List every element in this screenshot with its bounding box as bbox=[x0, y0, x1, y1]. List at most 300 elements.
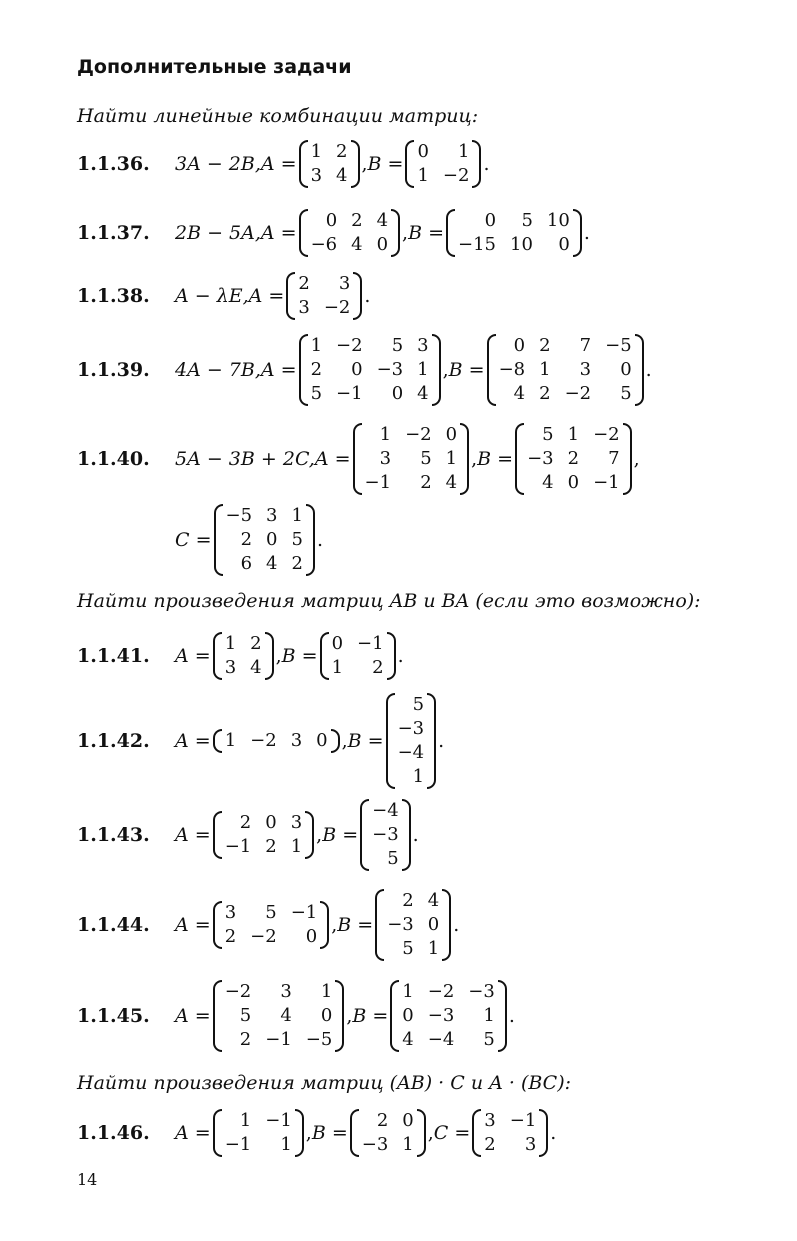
matrix-cell: 2 bbox=[539, 335, 551, 356]
matrix-cell: −3 bbox=[397, 718, 425, 739]
matrix-cell: −2 bbox=[564, 383, 592, 404]
problem-number: 1.1.37. bbox=[77, 222, 150, 244]
problem-number: 1.1.44. bbox=[77, 914, 150, 936]
matrix-cell: 0 bbox=[351, 359, 363, 380]
matrix bbox=[320, 632, 396, 680]
matrix-grid bbox=[384, 889, 442, 961]
left-parenthesis bbox=[375, 889, 384, 961]
matrix bbox=[375, 889, 451, 961]
matrix-cell: 2 bbox=[250, 633, 262, 654]
left-parenthesis bbox=[472, 1109, 481, 1157]
right-parenthesis bbox=[573, 209, 582, 257]
matrix-cell: 3 bbox=[266, 505, 278, 526]
matrix-label: A = bbox=[314, 448, 351, 470]
punctuation: , bbox=[361, 153, 368, 175]
matrix bbox=[350, 1109, 426, 1157]
problem-number: 1.1.39. bbox=[77, 359, 150, 381]
problem-row bbox=[77, 799, 419, 871]
matrix-cell: 3 bbox=[579, 359, 592, 380]
matrix-cell: 0 bbox=[325, 210, 338, 231]
right-parenthesis bbox=[391, 209, 400, 257]
matrix-cell: 2 bbox=[336, 141, 348, 162]
left-parenthesis bbox=[360, 799, 369, 871]
punctuation: . bbox=[412, 824, 419, 846]
matrix-cell: −15 bbox=[458, 234, 497, 255]
matrix-cell: −1 bbox=[509, 1110, 537, 1131]
right-parenthesis bbox=[442, 889, 451, 961]
matrix-grid bbox=[222, 901, 321, 949]
punctuation: , bbox=[305, 1122, 312, 1144]
matrix-cell: 0 bbox=[402, 1110, 414, 1131]
right-parenthesis bbox=[402, 799, 411, 871]
matrix bbox=[214, 504, 315, 576]
matrix-cell: 4 bbox=[280, 1005, 292, 1026]
problem-number: 1.1.38. bbox=[77, 285, 150, 307]
matrix-label: B = bbox=[347, 730, 384, 752]
right-parenthesis bbox=[265, 632, 274, 680]
matrix-cell: 1 bbox=[291, 505, 303, 526]
left-parenthesis bbox=[213, 811, 222, 859]
matrix-grid bbox=[329, 632, 387, 680]
problem-row bbox=[77, 889, 459, 961]
problem-expression: 5A − 3B + 2C, bbox=[175, 448, 315, 470]
matrix-cell: 7 bbox=[579, 335, 592, 356]
punctuation: . bbox=[583, 222, 590, 244]
left-parenthesis bbox=[390, 980, 399, 1052]
matrix-cell: 3 bbox=[524, 1134, 537, 1155]
matrix-cell: 1 bbox=[310, 141, 323, 162]
matrix-cell: 5 bbox=[542, 424, 554, 445]
matrix-cell: −2 bbox=[593, 424, 620, 445]
matrix-cell: 2 bbox=[351, 210, 363, 231]
problem-number: 1.1.45. bbox=[77, 1005, 150, 1027]
matrix-cell: 2 bbox=[265, 836, 277, 857]
matrix-cell: 1 bbox=[379, 424, 392, 445]
matrix-cell: 0 bbox=[620, 359, 632, 380]
matrix-cell: −4 bbox=[372, 800, 399, 821]
matrix-cell: 1 bbox=[402, 1134, 414, 1155]
matrix-cell: 1 bbox=[417, 359, 429, 380]
left-parenthesis bbox=[213, 729, 222, 753]
matrix-cell: 5 bbox=[412, 694, 425, 715]
matrix-grid bbox=[308, 140, 351, 188]
punctuation: . bbox=[453, 914, 460, 936]
matrix-cell: 4 bbox=[336, 165, 348, 186]
matrix-cell: 1 bbox=[224, 633, 237, 654]
matrix-cell: 3 bbox=[280, 981, 292, 1002]
matrix bbox=[213, 1109, 304, 1157]
matrix-cell: 10 bbox=[510, 234, 533, 255]
punctuation: . bbox=[397, 645, 404, 667]
matrix-grid bbox=[222, 729, 331, 753]
problem-row bbox=[77, 632, 404, 680]
matrix-cell: −8 bbox=[498, 359, 526, 380]
matrix-label: A = bbox=[175, 730, 211, 752]
matrix-cell: −2 bbox=[323, 297, 351, 318]
matrix-cell: −3 bbox=[387, 914, 414, 935]
matrix-label: C = bbox=[433, 1122, 471, 1144]
matrix-grid bbox=[369, 799, 402, 871]
matrix-cell: 4 bbox=[402, 1029, 414, 1050]
left-parenthesis bbox=[213, 1109, 222, 1157]
matrix-label: A = bbox=[260, 222, 297, 244]
matrix-cell: 5 bbox=[291, 529, 303, 550]
matrix-label: B = bbox=[281, 645, 318, 667]
matrix-cell: 5 bbox=[483, 1029, 495, 1050]
matrix-cell: −1 bbox=[224, 1134, 252, 1155]
matrix-cell: 5 bbox=[391, 335, 404, 356]
problem-row bbox=[77, 423, 640, 495]
matrix-cell: 0 bbox=[265, 812, 277, 833]
matrix-cell: −3 bbox=[376, 359, 404, 380]
matrix-cell: 0 bbox=[391, 383, 404, 404]
left-parenthesis bbox=[353, 423, 362, 495]
matrix-cell: −4 bbox=[397, 742, 425, 763]
matrix-label: B = bbox=[477, 448, 514, 470]
matrix-cell: 3 bbox=[290, 730, 303, 751]
section-instruction: Найти линейные комбинации матриц: bbox=[77, 105, 479, 127]
matrix-cell: 0 bbox=[266, 529, 278, 550]
problem-row bbox=[77, 140, 490, 188]
page-heading: Дополнительные задачи bbox=[77, 56, 352, 78]
matrix-cell: 2 bbox=[310, 359, 323, 380]
right-parenthesis bbox=[432, 334, 441, 406]
matrix-label: A = bbox=[260, 359, 297, 381]
matrix-cell: 0 bbox=[331, 633, 344, 654]
matrix bbox=[515, 423, 632, 495]
right-parenthesis bbox=[351, 140, 360, 188]
matrix-cell: 0 bbox=[558, 234, 570, 255]
matrix-cell: 0 bbox=[445, 424, 458, 445]
matrix-grid bbox=[414, 140, 472, 188]
matrix-cell: 0 bbox=[484, 210, 497, 231]
punctuation: , bbox=[471, 448, 478, 470]
matrix-cell: 4 bbox=[266, 553, 278, 574]
problem-expression: 3A − 2B, bbox=[175, 153, 261, 175]
matrix-label: B = bbox=[448, 359, 485, 381]
right-parenthesis bbox=[623, 423, 632, 495]
matrix bbox=[487, 334, 644, 406]
left-parenthesis bbox=[213, 901, 222, 949]
matrix-cell: −2 bbox=[336, 335, 363, 356]
right-parenthesis bbox=[306, 504, 315, 576]
matrix-cell: −6 bbox=[310, 234, 338, 255]
matrix-grid bbox=[295, 272, 353, 320]
matrix-cell: −1 bbox=[364, 472, 392, 493]
matrix-cell: 1 bbox=[427, 938, 440, 959]
right-parenthesis bbox=[295, 1109, 304, 1157]
left-parenthesis bbox=[299, 334, 308, 406]
matrix-cell: 4 bbox=[445, 472, 458, 493]
matrix-cell: −2 bbox=[442, 165, 470, 186]
right-parenthesis bbox=[417, 1109, 426, 1157]
matrix-cell: 0 bbox=[305, 926, 318, 947]
punctuation: , bbox=[442, 359, 449, 381]
left-parenthesis bbox=[299, 209, 308, 257]
right-parenthesis bbox=[331, 729, 340, 753]
matrix bbox=[405, 140, 481, 188]
matrix-cell: −3 bbox=[527, 448, 554, 469]
matrix-grid bbox=[222, 632, 265, 680]
left-parenthesis bbox=[213, 980, 222, 1052]
right-parenthesis bbox=[305, 811, 314, 859]
matrix-cell: 7 bbox=[608, 448, 620, 469]
matrix-label: A = bbox=[260, 153, 297, 175]
right-parenthesis bbox=[353, 272, 362, 320]
punctuation: , bbox=[427, 1122, 434, 1144]
matrix-label: B = bbox=[322, 824, 359, 846]
matrix-cell: 1 bbox=[458, 141, 470, 162]
matrix-cell: 0 bbox=[316, 730, 328, 751]
matrix-cell: 4 bbox=[513, 383, 526, 404]
matrix bbox=[386, 693, 437, 789]
matrix-label: A = bbox=[175, 824, 211, 846]
matrix-cell: 6 bbox=[240, 553, 253, 574]
matrix-cell: 1 bbox=[290, 836, 303, 857]
matrix-cell: 1 bbox=[567, 424, 580, 445]
left-parenthesis bbox=[487, 334, 496, 406]
matrix bbox=[299, 334, 441, 406]
matrix-cell: 2 bbox=[240, 529, 253, 550]
matrix-grid bbox=[222, 1109, 295, 1157]
matrix-label: B = bbox=[352, 1005, 389, 1027]
punctuation: . bbox=[645, 359, 652, 381]
problem-number: 1.1.40. bbox=[77, 448, 150, 470]
matrix-cell: 4 bbox=[351, 234, 363, 255]
matrix-cell: 3 bbox=[224, 657, 237, 678]
matrix-label: A = bbox=[175, 645, 211, 667]
matrix-cell: 1 bbox=[483, 1005, 495, 1026]
matrix-cell: 1 bbox=[445, 448, 458, 469]
matrix bbox=[353, 423, 470, 495]
matrix-cell: 0 bbox=[567, 472, 580, 493]
right-parenthesis bbox=[539, 1109, 548, 1157]
matrix-cell: 5 bbox=[387, 848, 399, 869]
punctuation: . bbox=[316, 529, 323, 551]
matrix-cell: 4 bbox=[417, 383, 429, 404]
matrix-cell: −5 bbox=[225, 505, 253, 526]
matrix-label: B = bbox=[311, 1122, 348, 1144]
matrix-cell: 2 bbox=[539, 383, 551, 404]
matrix-grid bbox=[496, 334, 635, 406]
matrix-cell: −5 bbox=[305, 1029, 333, 1050]
right-parenthesis bbox=[635, 334, 644, 406]
matrix-cell: −3 bbox=[361, 1134, 389, 1155]
matrix-cell: 5 bbox=[265, 902, 277, 923]
matrix-cell: −2 bbox=[224, 981, 252, 1002]
left-parenthesis bbox=[446, 209, 455, 257]
problem-number: 1.1.41. bbox=[77, 645, 150, 667]
matrix-cell: −5 bbox=[605, 335, 632, 356]
left-parenthesis bbox=[405, 140, 414, 188]
matrix bbox=[446, 209, 582, 257]
problem-row bbox=[77, 980, 515, 1052]
problem-row bbox=[77, 334, 652, 406]
problem-number: 1.1.42. bbox=[77, 730, 150, 752]
punctuation: , bbox=[341, 730, 348, 752]
matrix-cell: 1 bbox=[417, 165, 429, 186]
matrix-cell: 5 bbox=[521, 210, 533, 231]
page-number: 14 bbox=[77, 1170, 98, 1189]
matrix bbox=[299, 140, 360, 188]
matrix bbox=[360, 799, 411, 871]
matrix-cell: −2 bbox=[250, 730, 277, 751]
left-parenthesis bbox=[386, 693, 395, 789]
matrix-cell: 0 bbox=[402, 1005, 414, 1026]
matrix-cell: 1 bbox=[224, 730, 237, 751]
matrix-cell: 1 bbox=[310, 335, 323, 356]
matrix-cell: 1 bbox=[320, 981, 333, 1002]
punctuation: . bbox=[438, 730, 445, 752]
problem-number: 1.1.43. bbox=[77, 824, 150, 846]
left-parenthesis bbox=[286, 272, 295, 320]
left-parenthesis bbox=[213, 632, 222, 680]
matrix-cell: 1 bbox=[280, 1134, 292, 1155]
matrix-cell: 1 bbox=[402, 981, 414, 1002]
section-instruction: Найти произведения матриц AB и BA (если это возможно): bbox=[77, 590, 701, 612]
matrix-grid bbox=[481, 1109, 539, 1157]
problem-row bbox=[77, 1109, 556, 1157]
section-instruction: Найти произведения матриц (AB) · C и A · (BC): bbox=[77, 1072, 572, 1094]
punctuation: . bbox=[550, 1122, 557, 1144]
matrix bbox=[472, 1109, 548, 1157]
matrix-cell: 3 bbox=[484, 1110, 496, 1131]
problem-continuation bbox=[175, 504, 323, 576]
punctuation: . bbox=[483, 153, 490, 175]
matrix-cell: −3 bbox=[372, 824, 399, 845]
matrix-cell: 2 bbox=[239, 812, 252, 833]
matrix-cell: 4 bbox=[427, 890, 440, 911]
matrix-cell: 2 bbox=[484, 1134, 496, 1155]
matrix-cell: −1 bbox=[593, 472, 620, 493]
matrix bbox=[213, 632, 274, 680]
matrix-cell: 4 bbox=[376, 210, 389, 231]
matrix-cell: 3 bbox=[298, 297, 310, 318]
matrix-grid bbox=[524, 423, 623, 495]
matrix-cell: −1 bbox=[357, 633, 384, 654]
right-parenthesis bbox=[498, 980, 507, 1052]
matrix bbox=[213, 980, 345, 1052]
matrix bbox=[286, 272, 362, 320]
right-parenthesis bbox=[427, 693, 436, 789]
left-parenthesis bbox=[299, 140, 308, 188]
left-parenthesis bbox=[515, 423, 524, 495]
punctuation: , bbox=[346, 1005, 353, 1027]
matrix-grid bbox=[222, 980, 336, 1052]
matrix-cell: 1 bbox=[412, 766, 425, 787]
problem-expression: 4A − 7B, bbox=[175, 359, 261, 381]
left-parenthesis bbox=[350, 1109, 359, 1157]
matrix-cell: −3 bbox=[427, 1005, 455, 1026]
matrix-cell: −2 bbox=[405, 424, 432, 445]
matrix-cell: −4 bbox=[427, 1029, 455, 1050]
matrix-cell: 0 bbox=[427, 914, 440, 935]
right-parenthesis bbox=[387, 632, 396, 680]
matrix-cell: 5 bbox=[420, 448, 432, 469]
problem-row bbox=[77, 693, 444, 789]
problem-expression: 2B − 5A, bbox=[175, 222, 261, 244]
matrix-grid bbox=[362, 423, 461, 495]
matrix-cell: 4 bbox=[542, 472, 554, 493]
matrix-cell: −1 bbox=[265, 1110, 292, 1131]
matrix-label: B = bbox=[337, 914, 374, 936]
matrix-cell: 5 bbox=[310, 383, 323, 404]
matrix-cell: 3 bbox=[310, 165, 323, 186]
matrix-cell: −1 bbox=[290, 902, 318, 923]
matrix-cell: 0 bbox=[417, 141, 429, 162]
matrix-label: C = bbox=[175, 529, 212, 551]
matrix-cell: 2 bbox=[239, 1029, 252, 1050]
matrix-label: A = bbox=[175, 1122, 211, 1144]
matrix-cell: −2 bbox=[427, 981, 455, 1002]
matrix-cell: −1 bbox=[265, 1029, 292, 1050]
matrix-cell: 3 bbox=[417, 335, 429, 356]
punctuation: , bbox=[331, 914, 338, 936]
problem-expression: A − λE, bbox=[175, 285, 249, 307]
right-parenthesis bbox=[320, 901, 329, 949]
punctuation: . bbox=[364, 285, 371, 307]
matrix-cell: 3 bbox=[379, 448, 392, 469]
matrix-grid bbox=[223, 504, 306, 576]
right-parenthesis bbox=[472, 140, 481, 188]
punctuation: , bbox=[633, 448, 640, 470]
matrix-label: A = bbox=[175, 914, 211, 936]
matrix-cell: 0 bbox=[513, 335, 526, 356]
punctuation: . bbox=[508, 1005, 515, 1027]
matrix-cell: 3 bbox=[224, 902, 237, 923]
matrix-cell: 0 bbox=[320, 1005, 333, 1026]
matrix-cell: 4 bbox=[250, 657, 262, 678]
left-parenthesis bbox=[214, 504, 223, 576]
matrix-cell: 1 bbox=[239, 1110, 252, 1131]
matrix-cell: 2 bbox=[372, 657, 384, 678]
matrix-cell: 5 bbox=[402, 938, 414, 959]
matrix bbox=[213, 901, 330, 949]
punctuation: , bbox=[316, 824, 323, 846]
problem-row bbox=[77, 272, 370, 320]
matrix-cell: 0 bbox=[376, 234, 389, 255]
matrix bbox=[213, 729, 340, 753]
matrix-cell: 5 bbox=[239, 1005, 252, 1026]
matrix-cell: 3 bbox=[290, 812, 303, 833]
matrix-cell: 5 bbox=[620, 383, 632, 404]
matrix-cell: −1 bbox=[336, 383, 363, 404]
matrix-label: B = bbox=[367, 153, 404, 175]
matrix-cell: 3 bbox=[338, 273, 351, 294]
problem-row bbox=[77, 209, 590, 257]
right-parenthesis bbox=[335, 980, 344, 1052]
punctuation: , bbox=[275, 645, 282, 667]
matrix-cell: 10 bbox=[546, 210, 570, 231]
problem-number: 1.1.36. bbox=[77, 153, 150, 175]
matrix-cell: 2 bbox=[402, 890, 414, 911]
matrix-label: A = bbox=[248, 285, 285, 307]
matrix-grid bbox=[395, 693, 428, 789]
left-parenthesis bbox=[320, 632, 329, 680]
matrix-grid bbox=[359, 1109, 417, 1157]
matrix-grid bbox=[399, 980, 498, 1052]
matrix-cell: 2 bbox=[291, 553, 303, 574]
matrix-label: B = bbox=[408, 222, 445, 244]
matrix-grid bbox=[308, 209, 391, 257]
matrix bbox=[299, 209, 400, 257]
matrix-label: A = bbox=[175, 1005, 211, 1027]
matrix-cell: 2 bbox=[224, 926, 237, 947]
punctuation: , bbox=[402, 222, 409, 244]
matrix-cell: −2 bbox=[250, 926, 277, 947]
matrix-cell: −3 bbox=[468, 981, 495, 1002]
matrix-cell: 2 bbox=[298, 273, 310, 294]
